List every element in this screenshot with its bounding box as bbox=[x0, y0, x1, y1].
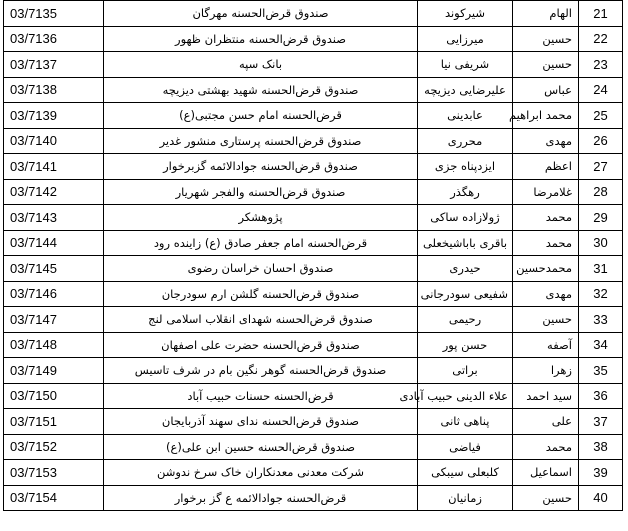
registration-code-cell: 03/7145 bbox=[4, 256, 104, 282]
registration-code-cell: 03/7154 bbox=[4, 485, 104, 511]
table-row bbox=[4, 26, 623, 52]
row-number-cell: 21 bbox=[579, 1, 623, 27]
first-name-cell: مهدی bbox=[513, 281, 579, 307]
last-name-cell: حیدری bbox=[418, 256, 513, 282]
registration-code-cell: 03/7150 bbox=[4, 383, 104, 409]
first-name-cell: آصفه bbox=[513, 332, 579, 358]
last-name-cell: محرری bbox=[418, 128, 513, 154]
registration-code-cell: 03/7138 bbox=[4, 77, 104, 103]
first-name-cell: محمد bbox=[513, 230, 579, 256]
last-name-cell: فیاضی bbox=[418, 434, 513, 460]
table-row bbox=[4, 307, 623, 333]
last-name-cell: عابدینی bbox=[418, 103, 513, 129]
row-number-cell: 27 bbox=[579, 154, 623, 180]
registration-code-cell: 03/7143 bbox=[4, 205, 104, 231]
institution-name-cell: پژوهشکر bbox=[104, 205, 418, 231]
table-row bbox=[4, 77, 623, 103]
institution-name-cell: صندوق قرض‌الحسنه شهدای انقلاب اسلامی لنج bbox=[104, 307, 418, 333]
first-name-cell: حسین bbox=[513, 307, 579, 333]
table-row bbox=[4, 1, 623, 27]
institution-name-cell: شرکت معدنی معدنکاران خاک سرخ ندوشن bbox=[104, 460, 418, 486]
table-row bbox=[4, 358, 623, 384]
table-row bbox=[4, 103, 623, 129]
last-name-cell: شریفی نیا bbox=[418, 52, 513, 78]
first-name-cell: مهدی bbox=[513, 128, 579, 154]
institution-name-cell: صندوق قرض‌الحسنه گوهر نگین بام در شرف تاسیس bbox=[104, 358, 418, 384]
registration-code-cell: 03/7140 bbox=[4, 128, 104, 154]
first-name-cell: علی bbox=[513, 409, 579, 435]
row-number-cell: 30 bbox=[579, 230, 623, 256]
institution-name-cell: صندوق قرض‌الحسنه حضرت علی اصفهان bbox=[104, 332, 418, 358]
registration-code-cell: 03/7136 bbox=[4, 26, 104, 52]
table-row bbox=[4, 409, 623, 435]
registration-code-cell: 03/7146 bbox=[4, 281, 104, 307]
table-row bbox=[4, 205, 623, 231]
row-number-cell: 29 bbox=[579, 205, 623, 231]
institution-name-cell: صندوق قرض‌الحسنه ندای سهند آذربایجان bbox=[104, 409, 418, 435]
last-name-cell: براتی bbox=[418, 358, 513, 384]
registration-code-cell: 03/7152 bbox=[4, 434, 104, 460]
first-name-cell: زهرا bbox=[513, 358, 579, 384]
table-row bbox=[4, 485, 623, 511]
first-name-cell: محمد bbox=[513, 205, 579, 231]
registration-code-cell: 03/7148 bbox=[4, 332, 104, 358]
table-row bbox=[4, 383, 623, 409]
institution-name-cell: قرض‌الحسنه حسنات حبیب آباد bbox=[104, 383, 418, 409]
first-name-cell: حسین bbox=[513, 26, 579, 52]
row-number-cell: 39 bbox=[579, 460, 623, 486]
registration-code-cell: 03/7153 bbox=[4, 460, 104, 486]
last-name-cell: باقری باباشیخعلی bbox=[418, 230, 513, 256]
row-number-cell: 22 bbox=[579, 26, 623, 52]
table-row bbox=[4, 52, 623, 78]
row-number-cell: 36 bbox=[579, 383, 623, 409]
institution-name-cell: صندوق قرض‌الحسنه منتظران ظهور bbox=[104, 26, 418, 52]
table-row bbox=[4, 460, 623, 486]
last-name-cell: رحیمی bbox=[418, 307, 513, 333]
first-name-cell: عباس bbox=[513, 77, 579, 103]
row-number-cell: 24 bbox=[579, 77, 623, 103]
table-row bbox=[4, 332, 623, 358]
last-name-cell: میرزایی bbox=[418, 26, 513, 52]
institution-name-cell: صندوق قرض‌الحسنه جوادالائمه گزبرخوار bbox=[104, 154, 418, 180]
first-name-cell: سید احمد bbox=[513, 383, 579, 409]
row-number-cell: 33 bbox=[579, 307, 623, 333]
institution-name-cell: صندوق قرض‌الحسنه حسین ابن علی(ع) bbox=[104, 434, 418, 460]
row-number-cell: 31 bbox=[579, 256, 623, 282]
registration-code-cell: 03/7142 bbox=[4, 179, 104, 205]
institution-name-cell: صندوق قرض‌الحسنه والفجر شهریار bbox=[104, 179, 418, 205]
registration-code-cell: 03/7144 bbox=[4, 230, 104, 256]
last-name-cell: حسن پور bbox=[418, 332, 513, 358]
first-name-cell: محمد ابراهیم bbox=[513, 103, 579, 129]
registration-code-cell: 03/7135 bbox=[4, 1, 104, 27]
table-row bbox=[4, 128, 623, 154]
last-name-cell: ژولازاده ساکی bbox=[418, 205, 513, 231]
institution-name-cell: بانک سپه bbox=[104, 52, 418, 78]
institution-name-cell: قرض‌الحسنه امام حسن مجتبی(ع) bbox=[104, 103, 418, 129]
last-name-cell: رهگذر bbox=[418, 179, 513, 205]
first-name-cell: اسماعیل bbox=[513, 460, 579, 486]
row-number-cell: 37 bbox=[579, 409, 623, 435]
registration-code-cell: 03/7137 bbox=[4, 52, 104, 78]
first-name-cell: حسین bbox=[513, 485, 579, 511]
last-name-cell: شیرکوند bbox=[418, 1, 513, 27]
last-name-cell: علاء الدینی حبیب آبادی bbox=[418, 383, 513, 409]
last-name-cell: زمانیان bbox=[418, 485, 513, 511]
row-number-cell: 38 bbox=[579, 434, 623, 460]
first-name-cell: غلامرضا bbox=[513, 179, 579, 205]
first-name-cell: محمدحسین bbox=[513, 256, 579, 282]
table-row bbox=[4, 154, 623, 180]
registration-code-cell: 03/7151 bbox=[4, 409, 104, 435]
first-name-cell: محمد bbox=[513, 434, 579, 460]
last-name-cell: علیرضایی دیزیچه bbox=[418, 77, 513, 103]
registry-table-body bbox=[4, 1, 623, 511]
row-number-cell: 32 bbox=[579, 281, 623, 307]
table-row bbox=[4, 230, 623, 256]
row-number-cell: 25 bbox=[579, 103, 623, 129]
institution-name-cell: قرض‌الحسنه جوادالائمه ع گز برخوار bbox=[104, 485, 418, 511]
first-name-cell: الهام bbox=[513, 1, 579, 27]
table-row bbox=[4, 281, 623, 307]
registration-code-cell: 03/7141 bbox=[4, 154, 104, 180]
last-name-cell: کلبعلی سیبکی bbox=[418, 460, 513, 486]
institution-name-cell: صندوق قرض‌الحسنه پرستاری منشور غدیر bbox=[104, 128, 418, 154]
table-row bbox=[4, 256, 623, 282]
row-number-cell: 26 bbox=[579, 128, 623, 154]
row-number-cell: 28 bbox=[579, 179, 623, 205]
institution-name-cell: صندوق احسان خراسان رضوی bbox=[104, 256, 418, 282]
row-number-cell: 34 bbox=[579, 332, 623, 358]
registry-table bbox=[3, 0, 623, 511]
first-name-cell: حسین bbox=[513, 52, 579, 78]
last-name-cell: پناهی ثانی bbox=[418, 409, 513, 435]
table-row bbox=[4, 434, 623, 460]
table-row bbox=[4, 179, 623, 205]
registration-code-cell: 03/7147 bbox=[4, 307, 104, 333]
registration-code-cell: 03/7149 bbox=[4, 358, 104, 384]
institution-name-cell: صندوق قرض‌الحسنه گلشن ارم سودرجان bbox=[104, 281, 418, 307]
row-number-cell: 40 bbox=[579, 485, 623, 511]
institution-name-cell: صندوق قرض‌الحسنه شهید بهشتی دیزیچه bbox=[104, 77, 418, 103]
last-name-cell: شفیعی سودرجانی bbox=[418, 281, 513, 307]
registration-code-cell: 03/7139 bbox=[4, 103, 104, 129]
row-number-cell: 35 bbox=[579, 358, 623, 384]
row-number-cell: 23 bbox=[579, 52, 623, 78]
institution-name-cell: صندوق قرض‌الحسنه مهرگان bbox=[104, 1, 418, 27]
institution-name-cell: قرض‌الحسنه امام جعفر صادق (ع) زاینده رود bbox=[104, 230, 418, 256]
first-name-cell: اعظم bbox=[513, 154, 579, 180]
last-name-cell: ایزدپناه جزی bbox=[418, 154, 513, 180]
